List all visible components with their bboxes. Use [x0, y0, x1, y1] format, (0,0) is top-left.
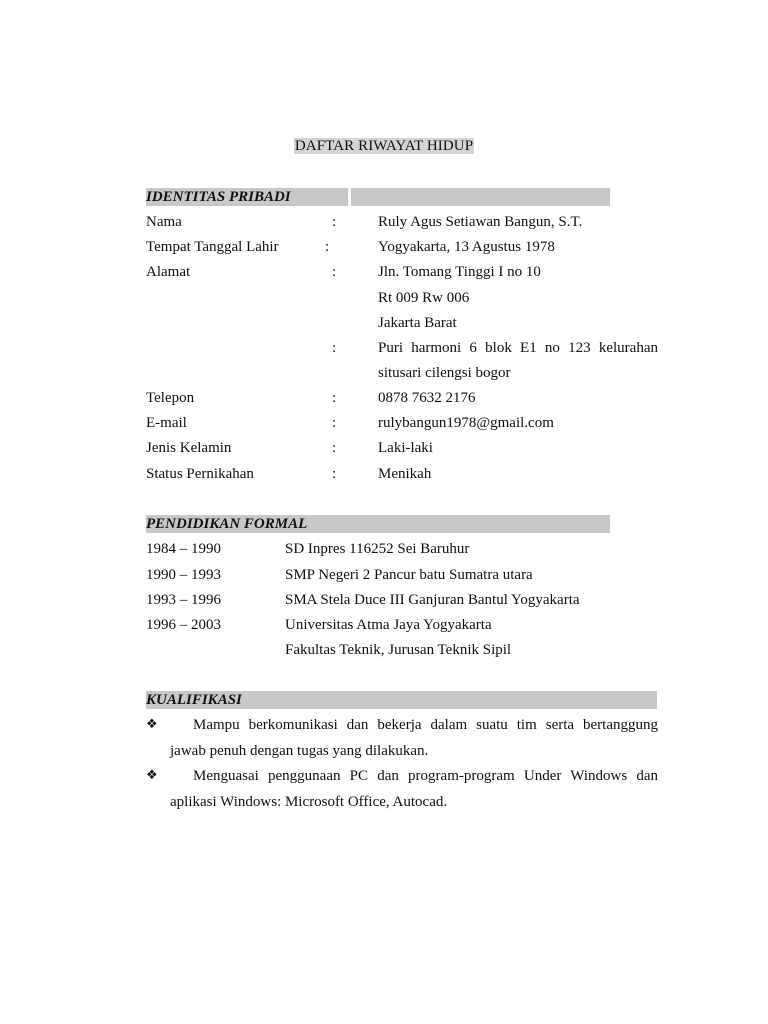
document-title: DAFTAR RIWAYAT HIDUP — [294, 138, 474, 154]
qual-item-cont: aplikasi Windows: Microsoft Office, Autocad. — [170, 794, 448, 810]
row-ttl: Tempat Tanggal Lahir : Yogyakarta, 13 Agustus 1978 — [146, 239, 555, 255]
section-bar-right — [351, 188, 610, 206]
row-alamat-alt-2: situsari cilengsi bogor — [378, 365, 511, 381]
diamond-bullet-icon: ❖ — [146, 717, 158, 732]
row-jenis-kelamin: Jenis Kelamin : Laki-laki — [146, 440, 433, 456]
row-email: E-mail : rulybangun1978@gmail.com — [146, 415, 554, 431]
edu-row: 1993 – 1996 SMA Stela Duce III Ganjuran Bantul Yogyakarta — [146, 592, 580, 608]
row-alamat-2: Rt 009 Rw 006 — [378, 290, 470, 306]
section-identitas-heading: IDENTITAS PRIBADI — [146, 188, 291, 206]
edu-row-extra: Fakultas Teknik, Jurusan Teknik Sipil — [285, 642, 512, 658]
edu-row: 1996 – 2003 Universitas Atma Jaya Yogyakarta — [146, 617, 492, 633]
row-telepon: Telepon : 0878 7632 2176 — [146, 390, 476, 406]
row-status: Status Pernikahan : Menikah — [146, 466, 432, 482]
edu-row: 1990 – 1993 SMP Negeri 2 Pancur batu Sumatra utara — [146, 567, 533, 583]
row-alamat: Alamat : Jln. Tomang Tinggi I no 10 — [146, 264, 541, 280]
qual-item: ❖ Mampu berkomunikasi dan bekerja dalam suatu tim serta bertanggung — [146, 717, 658, 733]
qual-item: ❖ Menguasai penggunaan PC dan program-program Under Windows dan — [146, 768, 658, 784]
section-pendidikan-heading: PENDIDIKAN FORMAL — [146, 515, 307, 533]
section-kualifikasi-heading: KUALIFIKASI — [146, 691, 242, 709]
qual-item-cont: jawab penuh dengan tugas yang dilakukan. — [170, 743, 429, 759]
row-alamat-3: Jakarta Barat — [378, 315, 457, 331]
row-alamat-alt: : Puri harmoni 6 blok E1 no 123 kelurahan — [332, 340, 658, 356]
edu-row: 1984 – 1990 SD Inpres 116252 Sei Baruhur — [146, 541, 470, 557]
diamond-bullet-icon: ❖ — [146, 768, 158, 783]
row-nama: Nama : Ruly Agus Setiawan Bangun, S.T. — [146, 214, 583, 230]
